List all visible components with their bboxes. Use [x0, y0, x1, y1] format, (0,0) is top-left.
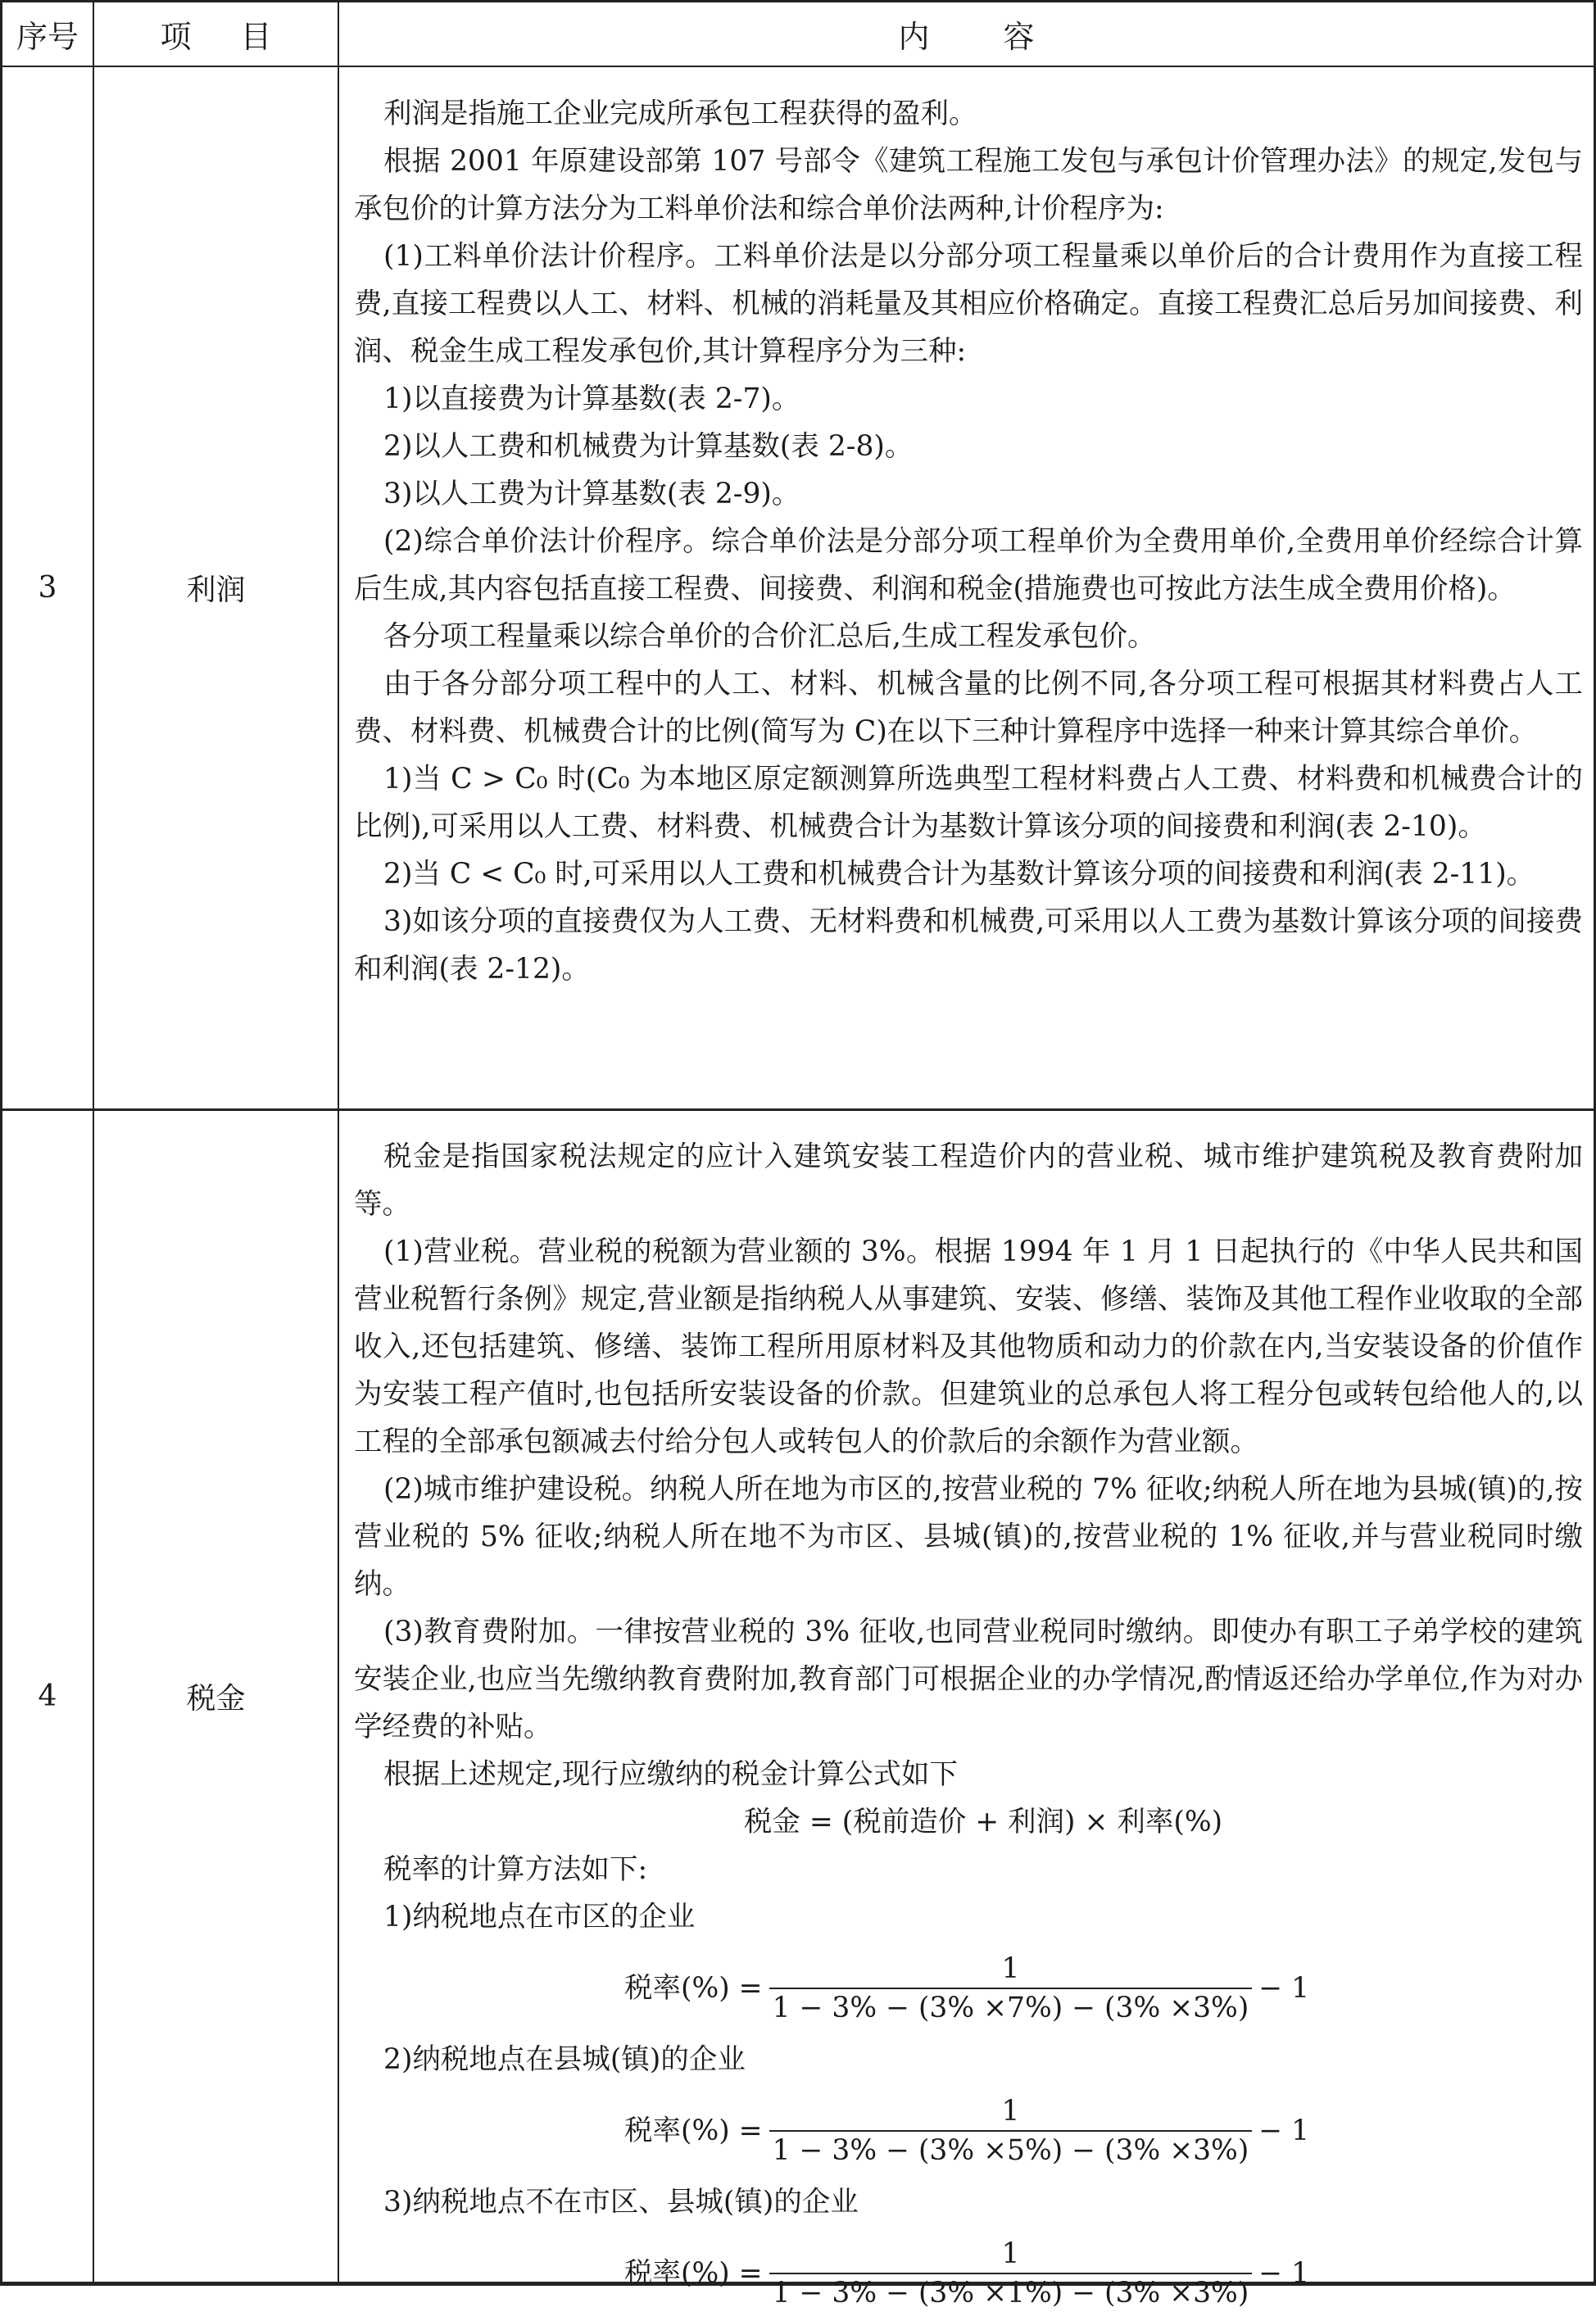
formula-tail: − 1: [1258, 2115, 1310, 2147]
paragraph: 2)当 C < C₀ 时,可采用以人工费和机械费合计为基数计算该分项的间接费和利润(表 2-11)。: [383, 858, 1535, 891]
paragraph: 根据 2001 年原建设部第 107 号部令《建筑工程施工发包与承包计价管理办法》的规定,发包与承包价的计算方法分为工料单价法和综合单价法两种,计价程序为:: [354, 145, 1583, 225]
paragraph: 1)当 C > C₀ 时(C₀ 为本地区原定额测算所选典型工程材料费占人工费、材料费和机械费合计的比例),可采用以人工费、材料费、机械费合计为基数计算该分项的间接费和利润(表 2-10)。: [354, 763, 1583, 843]
row-3-number: 3: [38, 571, 57, 605]
row-4-number: 4: [38, 1680, 57, 1713]
rate-formula-urban: [624, 1941, 1583, 2036]
header-item: 项目: [160, 19, 321, 55]
fraction-denominator: 1 − 3% − (3% ×5%) − (3% ×3%): [772, 2134, 1249, 2167]
fraction-denominator: 1 − 3% − (3% ×1%) − (3% ×3%): [772, 2277, 1249, 2310]
paragraph: 3)以人工费为计算基数(表 2-9)。: [383, 478, 800, 510]
paragraph: 税金是指国家税法规定的应计入建筑安装工程造价内的营业税、城市维护建筑税及教育费附加等。: [354, 1140, 1583, 1221]
column-divider-2: [338, 0, 339, 2286]
formula-tail: − 1: [1258, 1972, 1310, 2005]
rate-formula-other: [624, 2226, 1583, 2321]
rate-case-label: 2)纳税地点在县城(镇)的企业: [383, 2043, 746, 2076]
row-4-content: [354, 1133, 1583, 2321]
formula-lhs: 税率(%) =: [624, 1972, 763, 2005]
paragraph: 3)如该分项的直接费仅为人工费、无材料费和机械费,可采用以人工费为基数计算该分项的间接费和利润(表 2-12)。: [354, 905, 1583, 986]
paragraph: (1)营业税。营业税的税额为营业额的 3%。根据 1994 年 1 月 1 日起执行的《中华人民共和国营业税暂行条例》规定,营业额是指纳税人从事建筑、安装、修缮、装饰及其他工程作业收取的全部收入,还包括建筑、修缮、装饰工程所用原材料及其他物质和动力的价款在内,当安装设备的价值作为安装工程产值时,也包括所安装设备的价款。但建筑业的总承包人将工程分包或转包给他人的,以工程的全部承包额减去付给分包人或转包人的价款后的余额作为营业额。: [354, 1235, 1583, 1458]
rate-formula-county: [624, 2083, 1583, 2178]
fraction-numerator: 1: [1001, 2095, 1020, 2128]
paragraph: (2)城市维护建设税。纳税人所在地为市区的,按营业税的 7% 征收;纳税人所在地为县城(镇)的,按营业税的 5% 征收;纳税人所在地不为市区、县城(镇)的,按营业税的 1% 征收,并与营业税同时缴纳。: [354, 1473, 1583, 1601]
paragraph: 根据上述规定,现行应缴纳的税金计算公式如下: [383, 1758, 958, 1791]
formula-tail: − 1: [1258, 2257, 1310, 2290]
header-serial-number: 序号: [16, 19, 79, 55]
rate-case-label: 1)纳税地点在市区的企业: [383, 1901, 696, 1933]
row-3-item: 利润: [186, 573, 246, 607]
fraction: [769, 2235, 1253, 2312]
paragraph: 由于各分部分项工程中的人工、材料、机械含量的比例不同,各分项工程可根据其材料费占人工费、材料费、机械费合计的比例(简写为 C)在以下三种计算程序中选择一种来计算其综合单价。: [354, 668, 1583, 748]
paragraph: 利润是指施工企业完成所承包工程获得的盈利。: [383, 97, 977, 130]
paragraph: 2)以人工费和机械费为计算基数(表 2-8)。: [383, 430, 914, 463]
rate-case-label: 3)纳税地点不在市区、县城(镇)的企业: [383, 2186, 859, 2219]
paragraph: (2)综合单价法计价程序。综合单价法是分部分项工程单价为全费用单价,全费用单价经综合计算后生成,其内容包括直接工程费、间接费、利润和税金(措施费也可按此方法生成全费用价格)。: [354, 525, 1583, 605]
row-3-content: [354, 90, 1583, 993]
fraction: [769, 2092, 1253, 2169]
fraction-denominator: 1 − 3% − (3% ×7%) − (3% ×3%): [772, 1992, 1249, 2024]
header-content: 内容: [898, 19, 1109, 55]
paragraph: 各分项工程量乘以综合单价的合价汇总后,生成工程发承包价。: [383, 620, 1156, 653]
row-4-item: 税金: [186, 1682, 246, 1716]
formula-lhs: 税率(%) =: [624, 2115, 763, 2147]
paragraph: (1)工料单价法计价程序。工料单价法是以分部分项工程量乘以单价后的合计费用作为直接工程费,直接工程费以人工、材料、机械的消耗量及其相应价格确定。直接工程费汇总后另加间接费、利润、税金生成工程发承包价,其计算程序分为三种:: [354, 240, 1583, 368]
formula-lhs: 税率(%) =: [624, 2257, 763, 2290]
fraction-numerator: 1: [1001, 1952, 1020, 1985]
paragraph: (3)教育费附加。一律按营业税的 3% 征收,也同营业税同时缴纳。即使办有职工子弟学校的建筑安装企业,也应当先缴纳教育费附加,教育部门可根据企业的办学情况,酌情返还给办学单位,作为对办学经费的补贴。: [354, 1616, 1583, 1743]
paragraph: 1)以直接费为计算基数(表 2-7)。: [383, 383, 800, 415]
fraction-numerator: 1: [1001, 2237, 1020, 2270]
fraction: [769, 1950, 1253, 2027]
paragraph: 税率的计算方法如下:: [383, 1853, 648, 1886]
tax-formula: 税金 = (税前造价 + 利润) × 利率(%): [743, 1806, 1223, 1838]
